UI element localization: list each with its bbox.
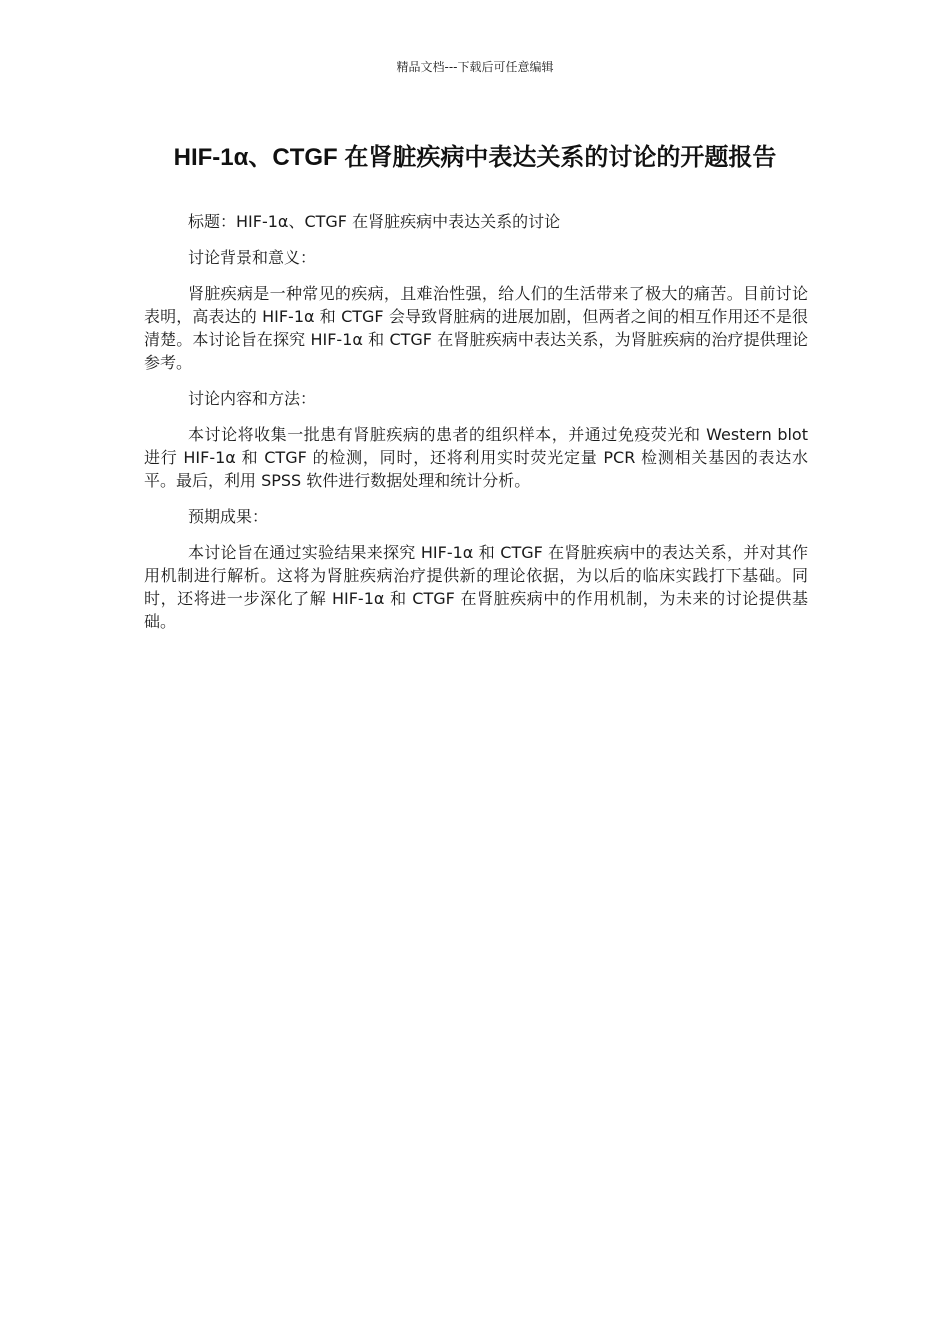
document-body <box>144 210 808 646</box>
section-heading-methods: 讨论内容和方法： <box>188 389 317 408</box>
subject-line: 标题：HIF-1α、CTGF 在肾脏疾病中表达关系的讨论 <box>188 212 561 231</box>
section-heading-outcomes: 预期成果： <box>188 507 269 526</box>
paragraph-background: 肾脏疾病是一种常见的疾病，且难治性强，给人们的生活带来了极大的痛苦。目前讨论表明，高表达的 HIF-1α 和 CTGF 会导致肾脏病的进展加剧，但两者之间的相互作用还不是很清楚。本讨论旨在探究 HIF-1α 和 CTGF 在肾脏疾病中表达关系，为肾脏疾病的治疗提供理论参考。 <box>144 284 808 372</box>
document-title: HIF-1α、CTGF 在肾脏疾病中表达关系的讨论的开题报告 <box>173 144 777 171</box>
header-note: 精品文档---下载后可任意编辑 <box>396 60 554 74</box>
section-heading-background: 讨论背景和意义： <box>188 248 317 267</box>
paragraph-outcomes: 本讨论旨在通过实验结果来探究 HIF-1α 和 CTGF 在肾脏疾病中的表达关系，并对其作用机制进行解析。这将为肾脏疾病治疗提供新的理论依据，为以后的临床实践打下基础。同时，还将进一步深化了解 HIF-1α 和 CTGF 在肾脏疾病中的作用机制，为未来的讨论提供基础。 <box>144 543 808 631</box>
paragraph-methods: 本讨论将收集一批患有肾脏疾病的患者的组织样本，并通过免疫荧光和 Western blot 进行 HIF-1α 和 CTGF 的检测，同时，还将利用实时荧光定量 PCR 检测相关基因的表达水平。最后，利用 SPSS 软件进行数据处理和统计分析。 <box>144 425 808 490</box>
